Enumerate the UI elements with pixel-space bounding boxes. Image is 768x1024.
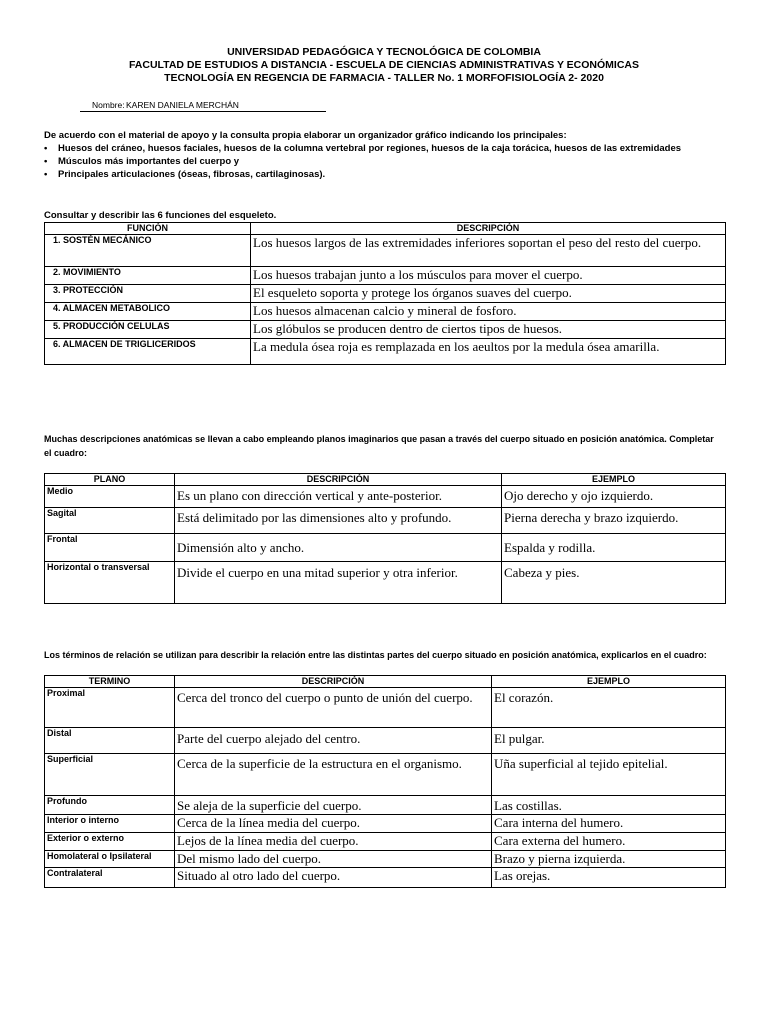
example-cell: Uña superficial al tejido epitelial. [492, 754, 726, 796]
term-cell: Profundo [45, 796, 175, 815]
instruction-bullet: • Músculos más importantes del cuerpo y [42, 155, 752, 168]
student-name-value: KAREN DANIELA MERCHÁN [126, 100, 239, 110]
example-cell: Pierna derecha y brazo izquierdo. [502, 508, 726, 534]
description-cell: Los glóbulos se producen dentro de ciertos tipos de huesos. [251, 321, 726, 339]
university-title: UNIVERSIDAD PEDAGÓGICA Y TECNOLÓGICA DE COLOMBIA [227, 46, 541, 58]
table-row [45, 486, 726, 508]
table-row [45, 833, 726, 851]
plane-cell: Frontal [45, 534, 175, 562]
plane-cell: Sagital [45, 508, 175, 534]
description-cell: Los huesos trabajan junto a los músculos para mover el cuerpo. [251, 267, 726, 285]
term-cell: Interior o interno [45, 815, 175, 833]
table-row [45, 339, 726, 365]
planes-table [44, 473, 726, 604]
planes-prompt-line: el cuadro: [44, 448, 88, 458]
planes-header-row [45, 474, 726, 486]
table-row [45, 796, 726, 815]
functions-table [44, 222, 726, 365]
table-row [45, 851, 726, 868]
term-cell: Distal [45, 728, 175, 754]
example-cell: Cabeza y pies. [502, 562, 726, 604]
plane-cell: Medio [45, 486, 175, 508]
table-row [45, 688, 726, 728]
plane-cell: Horizontal o transversal [45, 562, 175, 604]
description-cell: La medula ósea roja es remplazada en los aeultos por la medula ósea amarilla. [251, 339, 726, 365]
example-cell: Ojo derecho y ojo izquierdo. [502, 486, 726, 508]
example-cell: Las costillas. [492, 796, 726, 815]
description-cell: Lejos de la línea media del cuerpo. [175, 833, 492, 851]
table-row [45, 868, 726, 888]
terms-prompt: Los términos de relación se utilizan para describir la relación entre las distintas partes del cuerpo situado en posición anatómica, explicarlos en el cuadro: [44, 650, 707, 660]
example-cell: Cara externa del humero. [492, 833, 726, 851]
description-cell: Cerca del tronco del cuerpo o punto de unión del cuerpo. [175, 688, 492, 728]
terms-table [44, 675, 726, 888]
instruction-bullet: • Principales articulaciones (óseas, fibrosas, cartilaginosas). [42, 168, 752, 181]
description-cell: Está delimitado por las dimensiones alto y profundo. [175, 508, 502, 534]
description-cell: Se aleja de la superficie del cuerpo. [175, 796, 492, 815]
example-cell: Espalda y rodilla. [502, 534, 726, 562]
example-cell: El pulgar. [492, 728, 726, 754]
description-cell: Situado al otro lado del cuerpo. [175, 868, 492, 888]
column-header: TERMINO [45, 676, 175, 688]
instructions-intro: De acuerdo con el material de apoyo y la consulta propia elaborar un organizador gráfico indicando los principales: [44, 130, 567, 141]
function-cell: 5. PRODUCCIÓN CELULAS [45, 321, 251, 339]
table-row [45, 285, 726, 303]
table-row [45, 508, 726, 534]
description-cell: Divide el cuerpo en una mitad superior y otra inferior. [175, 562, 502, 604]
table-row [45, 728, 726, 754]
term-cell: Exterior o externo [45, 833, 175, 851]
term-cell: Homolateral o Ipsilateral [45, 851, 175, 868]
function-cell: 2. MOVIMIENTO [45, 267, 251, 285]
table-row [45, 267, 726, 285]
table-row [45, 303, 726, 321]
function-cell: 6. ALMACEN DE TRIGLICERIDOS [45, 339, 251, 365]
table-row [45, 534, 726, 562]
table-row [45, 235, 726, 267]
functions-header-row [45, 223, 726, 235]
faculty-title: FACULTAD DE ESTUDIOS A DISTANCIA - ESCUELA DE CIENCIAS ADMINISTRATIVAS Y ECONÓMICAS [128, 59, 640, 71]
student-name-field [80, 100, 326, 112]
description-cell: El esqueleto soporta y protege los órganos suaves del cuerpo. [251, 285, 726, 303]
instruction-bullet: • Huesos del cráneo, huesos faciales, huesos de la columna vertebral por regiones, huesos de la caja torácica, huesos de las extremidades [42, 142, 752, 155]
column-header: PLANO [45, 474, 175, 486]
table-row [45, 562, 726, 604]
instructions-list [42, 142, 752, 181]
example-cell: El corazón. [492, 688, 726, 728]
description-cell: Los huesos largos de las extremidades inferiores soportan el peso del resto del cuerpo. [251, 235, 726, 267]
column-header: EJEMPLO [492, 676, 726, 688]
function-cell: 4. ALMACEN METABOLICO [45, 303, 251, 321]
term-cell: Contralateral [45, 868, 175, 888]
term-cell: Proximal [45, 688, 175, 728]
description-cell: Cerca de la superficie de la estructura en el organismo. [175, 754, 492, 796]
example-cell: Cara interna del humero. [492, 815, 726, 833]
example-cell: Las orejas. [492, 868, 726, 888]
example-cell: Brazo y pierna izquierda. [492, 851, 726, 868]
student-name-label: Nombre: [92, 100, 125, 110]
description-cell: Parte del cuerpo alejado del centro. [175, 728, 492, 754]
description-cell: Es un plano con dirección vertical y ante-posterior. [175, 486, 502, 508]
planes-prompt [44, 432, 754, 460]
column-header: EJEMPLO [502, 474, 726, 486]
planes-prompt-line: Muchas descripciones anatómicas se llevan a cabo empleando planos imaginarios que pasan a través del cuerpo situado en posición anatómica. Completar [44, 434, 714, 444]
term-cell: Superficial [45, 754, 175, 796]
description-cell: Los huesos almacenan calcio y mineral de fosforo. [251, 303, 726, 321]
table-row [45, 815, 726, 833]
description-cell: Del mismo lado del cuerpo. [175, 851, 492, 868]
name-underline [80, 111, 326, 112]
terms-header-row [45, 676, 726, 688]
column-header: DESCRIPCIÓN [251, 223, 726, 235]
description-cell: Dimensión alto y ancho. [175, 534, 502, 562]
course-title: TECNOLOGÍA EN REGENCIA DE FARMACIA - TALLER No. 1 MORFOFISIOLOGÍA 2- 2020 [164, 72, 604, 84]
column-header: FUNCIÓN [45, 223, 251, 235]
column-header: DESCRIPCIÓN [175, 474, 502, 486]
table-row [45, 321, 726, 339]
functions-prompt: Consultar y describir las 6 funciones del esqueleto. [44, 210, 277, 221]
function-cell: 3. PROTECCIÓN [45, 285, 251, 303]
description-cell: Cerca de la línea media del cuerpo. [175, 815, 492, 833]
function-cell: 1. SOSTÉN MECÁNICO [45, 235, 251, 267]
table-row [45, 754, 726, 796]
column-header: DESCRIPCIÓN [175, 676, 492, 688]
